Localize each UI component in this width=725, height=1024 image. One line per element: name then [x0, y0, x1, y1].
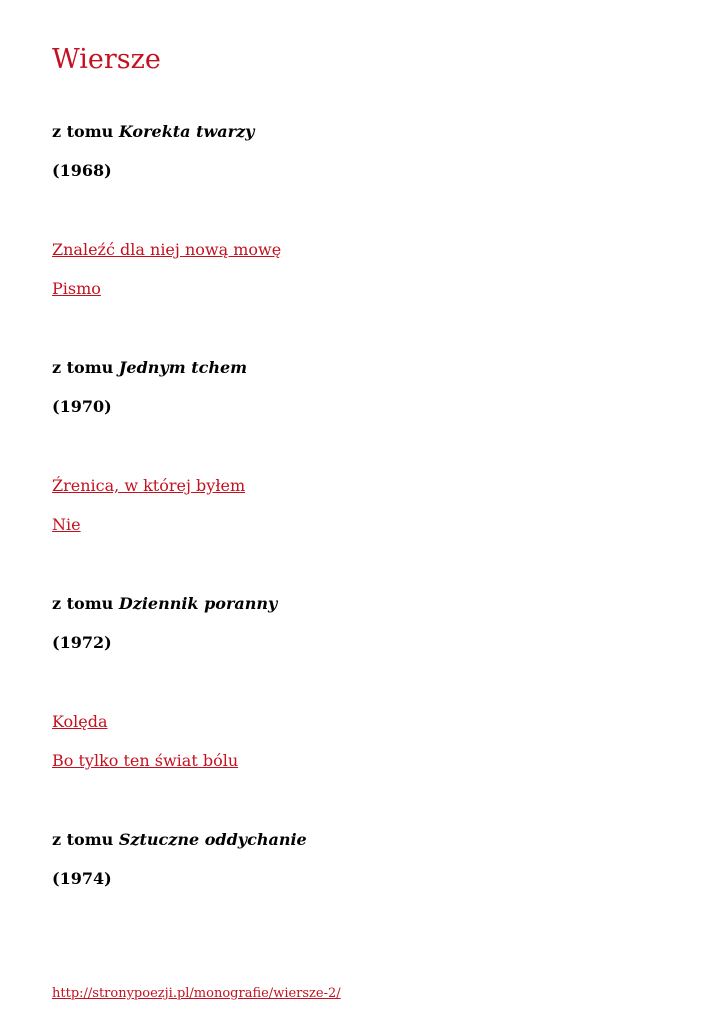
- volume-year: (1970): [52, 397, 112, 416]
- poem-link[interactable]: Znaleźć dla niej nową mowę: [52, 240, 282, 259]
- page-title: Wiersze: [52, 44, 161, 75]
- volume-title: [52, 357, 247, 379]
- volume-prefix: z tomu: [52, 122, 119, 141]
- volume-name: Dziennik poranny: [118, 594, 278, 613]
- volume-title: [52, 121, 254, 143]
- volume-year: (1974): [52, 869, 112, 888]
- volume-title: [52, 593, 277, 615]
- volume-name: Jednym tchem: [118, 358, 248, 377]
- poem-link[interactable]: Pismo: [52, 279, 101, 298]
- poem-link[interactable]: Nie: [52, 515, 81, 534]
- volume-year: (1972): [52, 633, 112, 652]
- poem-link[interactable]: Kolęda: [52, 712, 108, 731]
- volume-title: [52, 829, 307, 851]
- volume-name: Korekta twarzy: [118, 122, 255, 141]
- volume-prefix: z tomu: [52, 594, 119, 613]
- volume-prefix: z tomu: [52, 830, 119, 849]
- volume-name: Sztuczne oddychanie: [118, 830, 307, 849]
- poem-link[interactable]: Źrenica, w której byłem: [52, 476, 246, 495]
- volume-year: (1968): [52, 161, 112, 180]
- source-url-link[interactable]: http://stronypoezji.pl/monografie/wiersze-2/: [52, 986, 341, 1001]
- poem-link[interactable]: Bo tylko ten świat bólu: [52, 751, 239, 770]
- volume-prefix: z tomu: [52, 358, 119, 377]
